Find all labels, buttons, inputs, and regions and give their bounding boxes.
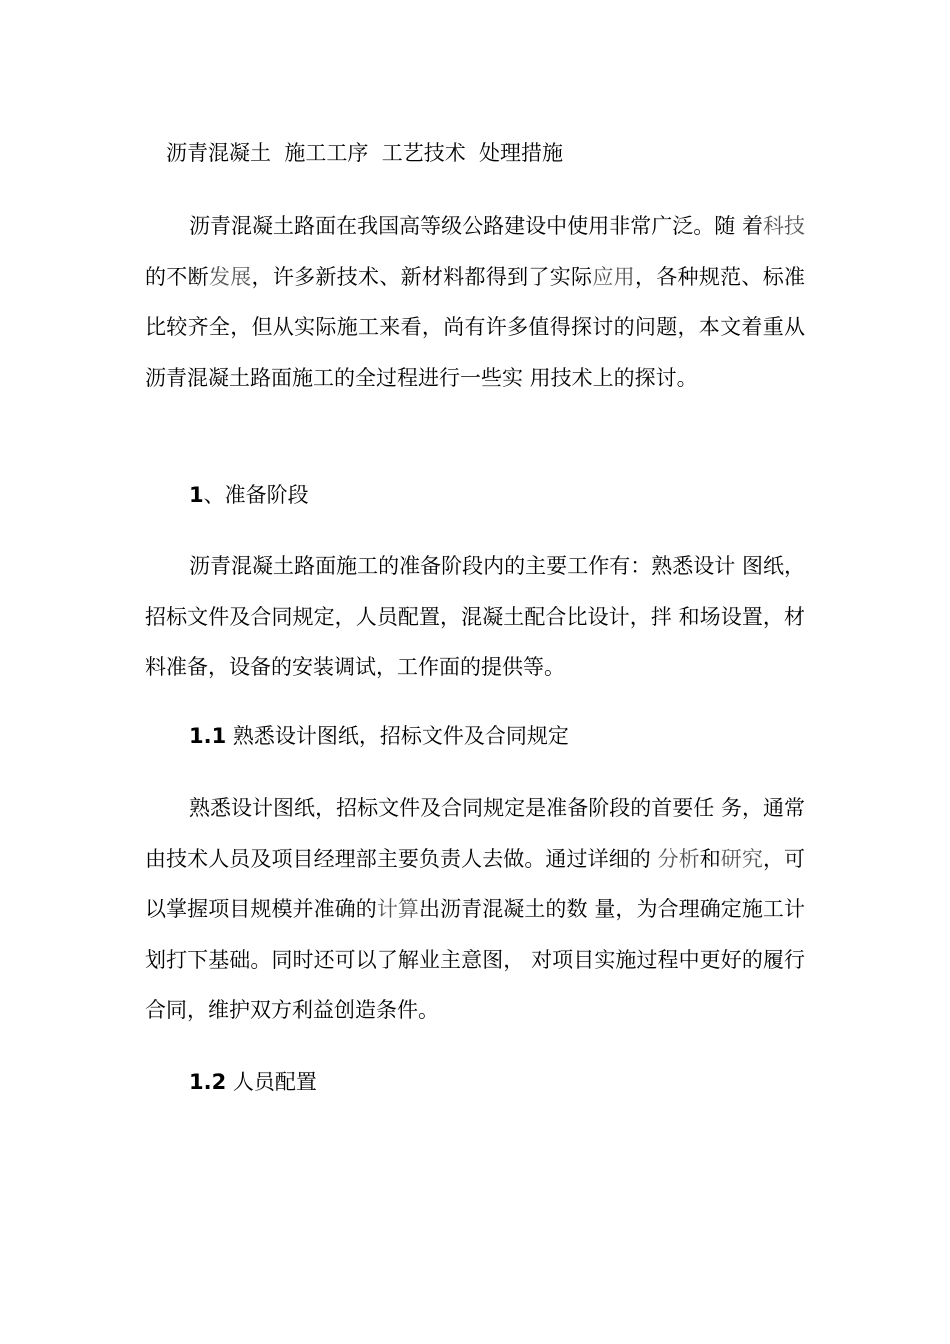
- intro-text-2: 的不断: [145, 264, 209, 289]
- keyword-link-yanjiu[interactable]: 研究: [720, 846, 763, 871]
- section-1-1-text-1: 熟悉设计图纸，招标文件及合同规定是准备阶段的首要任 务，通常由技术人员及项目经理部主要负责人去做。通过详细的: [145, 796, 805, 871]
- section-1-number: 1: [189, 483, 204, 507]
- section-1-1-number: 1.1: [189, 724, 227, 748]
- keyword-link-yingyong[interactable]: 应用: [592, 264, 635, 289]
- section-1-title: 、准备阶段: [203, 483, 309, 507]
- section-1-heading: [189, 479, 309, 511]
- section-1-1-text-3: ，可以掌握项目规模并准确的: [145, 846, 806, 921]
- intro-text-1: 沥青混凝土路面在我国高等级公路建设中使用非常广泛。随 着: [189, 214, 763, 238]
- section-1-1-text-4: 出沥青混凝土的数 量，为合理确定施工计划打下基础。同时还可以了解业主意图， 对项目实施过程中更好的履行合同，维护双方利益创造条件。: [145, 897, 806, 1022]
- section-1-2-heading: [189, 1066, 317, 1098]
- keyword-link-jisuan[interactable]: 计算: [376, 897, 419, 921]
- section-1-1-title: 熟悉设计图纸，招标文件及合同规定: [226, 724, 569, 748]
- section-1-2-number: 1.2: [189, 1070, 227, 1094]
- keyword-link-fenxi[interactable]: 分析: [657, 846, 700, 871]
- intro-text-4: ，各种规范、标准比较齐全，但从实际施工来看，尚有许多值得探讨的问题，本文着重从沥青混凝土路面施工的全过程进行一些实 用技术上的探讨。: [145, 264, 806, 390]
- keywords-line: 沥青混凝土 施工工序 工艺技术 处理措施: [166, 141, 564, 165]
- keyword-link-fazhan[interactable]: 发展: [208, 264, 252, 289]
- intro-paragraph: [145, 201, 805, 403]
- keyword-link-keji[interactable]: 科技: [762, 214, 805, 238]
- section-1-1-paragraph: [145, 783, 805, 1036]
- section-1-2-title: 人员配置: [226, 1070, 317, 1094]
- section-1-1-heading: [189, 720, 569, 752]
- intro-text-3: ，许多新技术、新材料都得到了实际: [251, 264, 593, 289]
- section-1-1-text-2: 和: [699, 846, 721, 871]
- section-1-paragraph: 沥青混凝土路面施工的准备阶段内的主要工作有：熟悉设计 图纸，招标文件及合同规定，人员配置，混凝土配合比设计，拌 和场设置，材料准备，设备的安装调试，工作面的提供等。: [145, 554, 805, 679]
